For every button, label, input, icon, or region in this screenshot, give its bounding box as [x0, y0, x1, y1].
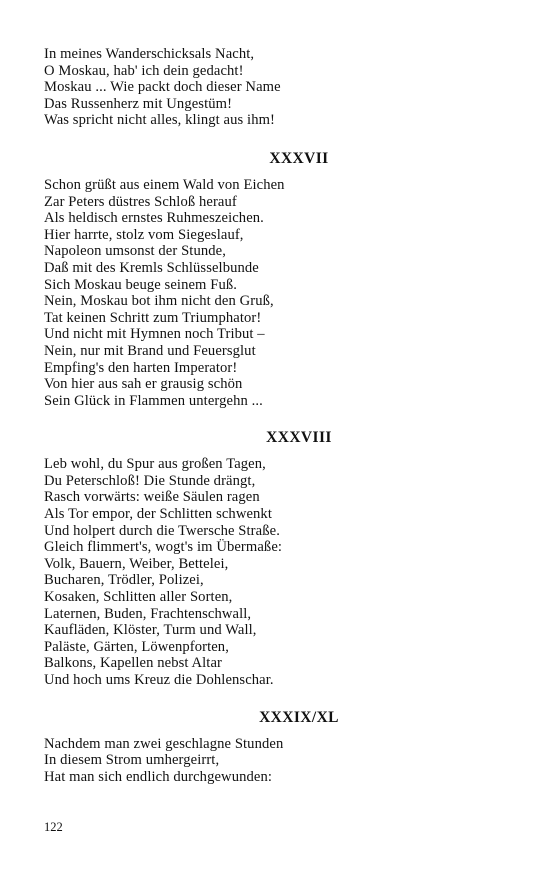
stanza-1 — [44, 46, 514, 129]
verse-line: Von hier aus sah er grausig schön — [44, 376, 243, 393]
verse-line: Du Peterschloß! Die Stunde drängt, — [44, 472, 256, 489]
verse-line: Als heldisch ernstes Ruhmeszeichen. — [44, 210, 264, 227]
stanza-4 — [44, 736, 514, 786]
verse-line: O Moskau, hab' ich dein gedacht! — [44, 62, 244, 79]
verse-line: Und hoch ums Kreuz die Dohlenschar. — [44, 672, 274, 688]
verse-line: Nein, nur mit Brand und Feuersglut — [44, 342, 256, 359]
stanza-2 — [44, 177, 514, 409]
verse-line: In diesem Strom umhergeirrt, — [44, 752, 220, 769]
verse-line: Zar Peters düstres Schloß herauf — [44, 193, 237, 210]
verse-line: Moskau ... Wie packt doch dieser Name — [44, 79, 281, 96]
verse-line: Rasch vorwärts: weiße Säulen ragen — [44, 489, 260, 506]
verse-line: Kosaken, Schlitten aller Sorten, — [44, 589, 233, 606]
verse-line: Volk, Bauern, Weiber, Bettelei, — [44, 555, 229, 572]
verse-line: Hat man sich endlich durchgewunden: — [44, 768, 273, 785]
verse-line: Nein, Moskau bot ihm nicht den Gruß, — [44, 293, 274, 310]
verse-line: Bucharen, Trödler, Polizei, — [44, 572, 204, 589]
verse-line: Napoleon umsonst der Stunde, — [44, 243, 226, 260]
verse-line: Leb wohl, du Spur aus großen Tagen, — [44, 456, 266, 473]
section-heading: XXXVII — [269, 149, 329, 167]
verse-line: Das Russenherz mit Ungestüm! — [44, 95, 233, 112]
verse-line: Daß mit des Kremls Schlüsselbunde — [44, 259, 259, 276]
verse-line: Balkons, Kapellen nebst Altar — [44, 655, 222, 672]
verse-line: Nachdem man zwei geschlagne Stunden — [44, 735, 284, 752]
verse-line: Hier harrte, stolz vom Siegeslauf, — [44, 226, 244, 243]
page-body — [44, 46, 514, 785]
page-number: 122 — [44, 820, 63, 834]
verse-line: Tat keinen Schritt zum Triumphator! — [44, 309, 262, 326]
verse-line: In meines Wanderschicksals Nacht, — [44, 46, 255, 62]
verse-line: Als Tor empor, der Schlitten schwenkt — [44, 506, 272, 523]
verse-line: Und nicht mit Hymnen noch Tribut – — [44, 326, 265, 343]
verse-line: Schon grüßt aus einem Wald von Eichen — [44, 176, 285, 193]
verse-line: Was spricht nicht alles, klingt aus ihm! — [44, 112, 276, 129]
verse-line: Empfing's den harten Imperator! — [44, 359, 238, 376]
verse-line: Gleich flimmert's, wogt's im Übermaße: — [44, 539, 283, 556]
verse-line: Sich Moskau beuge seinem Fuß. — [44, 276, 238, 293]
stanza-3 — [44, 456, 514, 688]
verse-line: Kaufläden, Klöster, Turm und Wall, — [44, 622, 257, 639]
verse-line: Paläste, Gärten, Löwenpforten, — [44, 638, 229, 655]
section-heading: XXXIX/XL — [259, 708, 339, 726]
verse-line: Und holpert durch die Twersche Straße. — [44, 522, 280, 539]
verse-line: Sein Glück in Flammen untergehn ... — [44, 392, 263, 409]
section-heading: XXXVIII — [266, 429, 332, 447]
verse-line: Laternen, Buden, Frachtenschwall, — [44, 605, 252, 622]
